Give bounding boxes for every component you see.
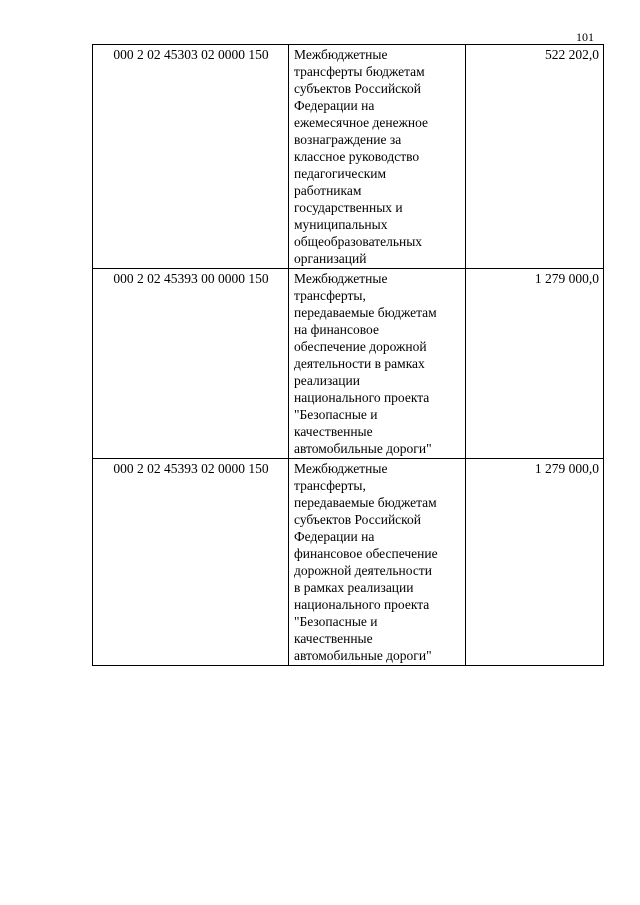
description-line: передаваемые бюджетам [294, 495, 437, 510]
budget-code-cell: 000 2 02 45393 00 0000 150 [93, 269, 289, 459]
description-line: реализации [294, 373, 360, 388]
description-line: финансовое обеспечение [294, 546, 438, 561]
page-number: 101 [576, 30, 594, 44]
description-line: Межбюджетные [294, 461, 388, 476]
description-line: "Безопасные и [294, 614, 378, 629]
amount-cell: 522 202,0 [466, 45, 604, 269]
description-line: муниципальных [294, 217, 388, 232]
amount-cell: 1 279 000,0 [466, 459, 604, 666]
description-line: Федерации на [294, 529, 375, 544]
amount-cell: 1 279 000,0 [466, 269, 604, 459]
description-line: педагогическим [294, 166, 387, 181]
description-line: трансферты, [294, 288, 366, 303]
description-line: субъектов Российской [294, 81, 422, 96]
description-line: субъектов Российской [294, 512, 422, 527]
description-line: "Безопасные и [294, 407, 378, 422]
description-line: вознаграждение за [294, 132, 402, 147]
description-line: качественные [294, 631, 373, 646]
description-line: Федерации на [294, 98, 375, 113]
description-line: работникам [294, 183, 362, 198]
description-line: национального проекта [294, 597, 430, 612]
description-line: трансферты бюджетам [294, 64, 425, 79]
description-line: дорожной деятельности [294, 563, 432, 578]
description-line: организаций [294, 251, 367, 266]
table-row [93, 269, 604, 459]
budget-table [92, 44, 604, 666]
description-line: Межбюджетные [294, 271, 388, 286]
description-cell [289, 269, 466, 459]
description-line: на финансовое [294, 322, 379, 337]
description-line: передаваемые бюджетам [294, 305, 437, 320]
description-line: национального проекта [294, 390, 430, 405]
description-line: общеобразовательных [294, 234, 423, 249]
description-line: в рамках реализации [294, 580, 414, 595]
table-row [93, 45, 604, 269]
description-line: государственных и [294, 200, 403, 215]
description-cell [289, 45, 466, 269]
description-line: Межбюджетные [294, 47, 388, 62]
description-line: обеспечение дорожной [294, 339, 427, 354]
description-line: ежемесячное денежное [294, 115, 429, 130]
description-line: автомобильные дороги" [294, 441, 432, 456]
description-line: трансферты, [294, 478, 366, 493]
description-line: классное руководство [294, 149, 420, 164]
table-row [93, 459, 604, 666]
description-line: автомобильные дороги" [294, 648, 432, 663]
budget-code-cell: 000 2 02 45393 02 0000 150 [93, 459, 289, 666]
description-cell [289, 459, 466, 666]
description-line: качественные [294, 424, 373, 439]
budget-code-cell: 000 2 02 45303 02 0000 150 [93, 45, 289, 269]
description-line: деятельности в рамках [294, 356, 425, 371]
